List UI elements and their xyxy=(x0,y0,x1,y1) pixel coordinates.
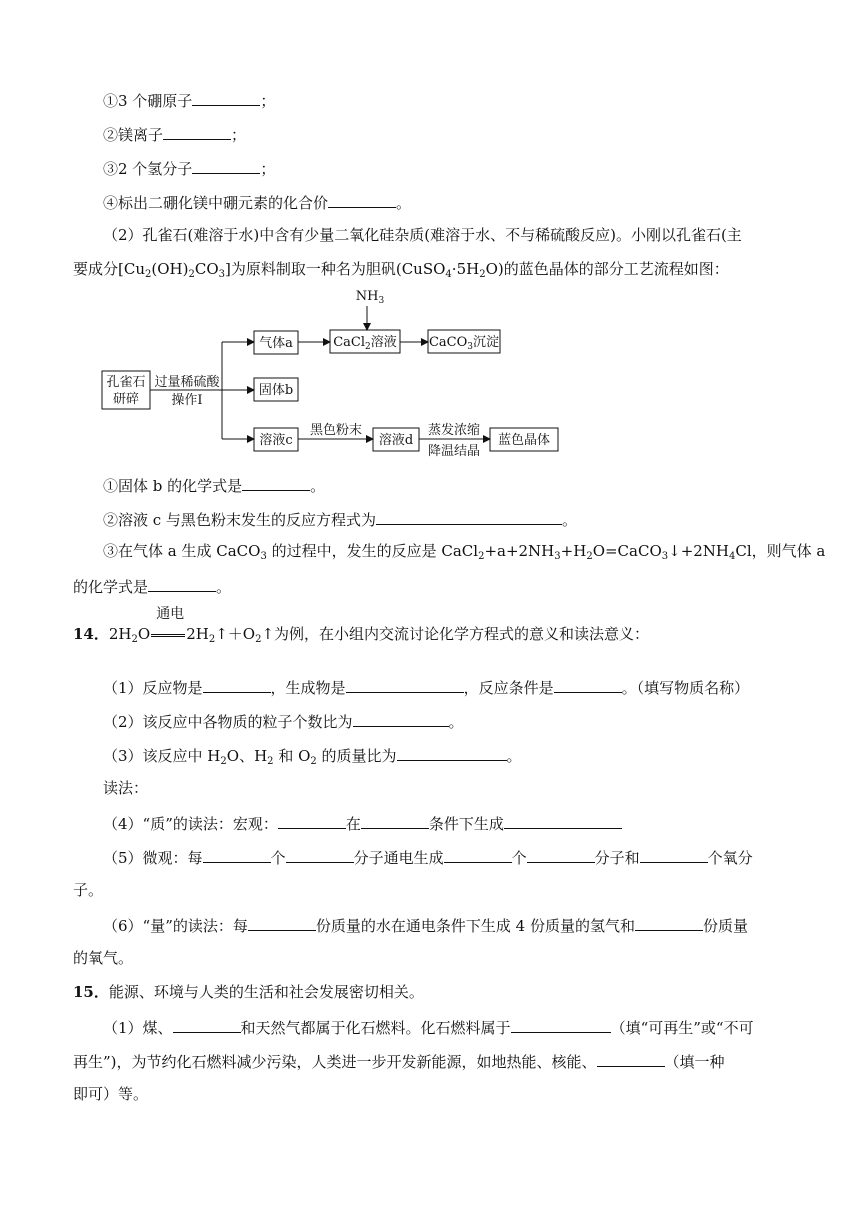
process-flow-diagram xyxy=(0,0,860,470)
q15-part1 xyxy=(103,1016,754,1038)
question-text: 的氧气。 xyxy=(73,949,134,967)
intro-text: O)的蓝色晶体的部分工艺流程如图： xyxy=(485,260,729,278)
answer-blank[interactable] xyxy=(242,474,310,491)
question-text: ①固体 b 的化学式是 xyxy=(103,477,243,495)
answer-blank[interactable] xyxy=(346,676,464,693)
answer-blank[interactable] xyxy=(504,812,622,829)
question-text: O=CaCO xyxy=(592,542,662,560)
question-text: 份质量的水在通电条件下生成 4 份质量的氢气和 xyxy=(315,917,635,935)
punct: 。 xyxy=(310,477,326,495)
answer-blank[interactable] xyxy=(148,575,216,592)
subscript: 2 xyxy=(479,269,486,280)
q13-item-2-text: ②镁离子 xyxy=(103,126,164,144)
condition-label: 通电 xyxy=(156,606,185,622)
punct: 。 xyxy=(561,511,577,529)
punct: ； xyxy=(231,126,247,144)
equation-text: 2H xyxy=(108,625,132,643)
q14-part4 xyxy=(103,812,622,834)
question-text: 再生”)，为节约化石燃料减少污染，人类进一步开发新能源，如地热能、核能、 xyxy=(73,1053,597,1071)
question-text: 个氧分 xyxy=(707,849,753,867)
question-text: 在 xyxy=(345,815,361,833)
answer-blank[interactable] xyxy=(397,744,507,761)
intro-text: (OH) xyxy=(151,260,189,278)
question-text: （填“可再生”或“不可 xyxy=(610,1019,754,1037)
subscript: 4 xyxy=(445,269,452,280)
flow-label-acid: 过量稀硫酸 xyxy=(154,375,220,390)
flow-label-caco3: CaCO$_3$沉淀 xyxy=(428,335,500,352)
question-text: 个 xyxy=(511,849,527,867)
subscript: 3 xyxy=(260,551,267,562)
q14-part5-cont xyxy=(73,880,103,900)
subscript: 2 xyxy=(267,756,274,767)
intro-text: ]为原料制取一种名为胆矾(CuSO xyxy=(225,260,446,278)
punct: 。 xyxy=(448,713,464,731)
question-text: O、H xyxy=(226,747,268,765)
question-text: （5）微观：每 xyxy=(103,849,203,867)
q15-stem xyxy=(73,982,424,1002)
flow-label-cool: 降温结晶 xyxy=(427,444,481,459)
answer-blank[interactable] xyxy=(203,846,271,863)
flow-label-black-powder: 黑色粉末 xyxy=(309,423,363,438)
q13-part2-q2 xyxy=(103,508,577,530)
intro-text: ·5H xyxy=(451,260,480,278)
punct: 。 xyxy=(506,747,522,765)
question-text: 的过程中，发生的反应是 CaCl xyxy=(266,542,479,560)
question-text: 个 xyxy=(270,849,286,867)
q14-part3 xyxy=(103,744,522,766)
answer-blank[interactable] xyxy=(248,914,316,931)
subscript: 2 xyxy=(310,756,317,767)
flow-label-start-2: 研碎 xyxy=(112,392,140,407)
question-text: 即可）等。 xyxy=(73,1085,149,1103)
flow-label-evap: 蒸发浓缩 xyxy=(427,423,481,438)
q14-part6-cont xyxy=(73,948,133,968)
q14-part2 xyxy=(103,710,464,732)
subscript: 2 xyxy=(188,269,195,280)
answer-blank[interactable] xyxy=(597,1050,665,1067)
question-text: 能源、环境与人类的生活和社会发展密切相关。 xyxy=(108,983,424,1001)
question-text: （1）反应物是 xyxy=(103,679,203,697)
answer-blank[interactable] xyxy=(444,846,512,863)
answer-blank[interactable] xyxy=(376,508,562,525)
question-text: ，生成物是 xyxy=(270,679,346,697)
subscript: 2 xyxy=(208,634,216,645)
q13-item-4-text: ④标出二硼化镁中硼元素的化合价 xyxy=(103,194,329,212)
answer-blank[interactable] xyxy=(527,846,595,863)
question-text: 子。 xyxy=(73,881,104,899)
flow-label-nh3: $NH_3$ xyxy=(355,289,385,306)
question-text: 和天然气都属于化石燃料。化石燃料属于 xyxy=(240,1019,511,1037)
question-number: 14． xyxy=(73,625,109,643)
intro-text: 要成分[Cu xyxy=(73,260,145,278)
question-text: ，反应条件是 xyxy=(463,679,554,697)
subscript: 2 xyxy=(255,634,262,645)
subscript: 3 xyxy=(218,269,225,280)
q14-part6 xyxy=(103,914,748,936)
flow-label-crystal: 蓝色晶体 xyxy=(497,433,551,448)
q13-part2-q1 xyxy=(103,474,325,496)
answer-blank[interactable] xyxy=(640,846,708,863)
flow-label-gas-a: 气体a xyxy=(259,336,293,351)
subscript: 3 xyxy=(554,551,561,562)
answer-blank[interactable] xyxy=(173,1016,241,1033)
question-number: 15． xyxy=(73,983,109,1001)
question-text: +a+2NH xyxy=(484,542,555,560)
question-text: （3）该反应中 H xyxy=(103,747,221,765)
question-text: （2）该反应中各物质的粒子个数比为 xyxy=(103,713,353,731)
answer-blank[interactable] xyxy=(353,710,449,727)
intro-text: CO xyxy=(194,260,219,278)
q13-item-1-text: ①3 个硼原子 xyxy=(103,92,193,110)
question-text: +H xyxy=(560,542,587,560)
equation-text: 2H xyxy=(186,625,209,643)
flow-label-solid-b: 固体b xyxy=(258,383,294,398)
q15-part1-cont2 xyxy=(73,1084,148,1104)
q14-part1 xyxy=(103,676,749,698)
subscript: 2 xyxy=(145,269,152,280)
answer-blank[interactable] xyxy=(203,676,271,693)
answer-blank[interactable] xyxy=(635,914,703,931)
punct: 。 xyxy=(396,194,412,212)
equation-text: ↑为例，在小组内交流讨论化学方程式的意义和读法意义： xyxy=(261,625,650,643)
question-text: 。（填写物质名称） xyxy=(621,679,750,697)
question-text: （1）煤、 xyxy=(103,1019,173,1037)
flow-label-sol-d: 溶液d xyxy=(378,433,414,448)
q14-part5 xyxy=(103,846,753,868)
question-text: 分子通电生成 xyxy=(353,849,444,867)
answer-blank[interactable] xyxy=(286,846,354,863)
question-text: （4）“质”的读法：宏观： xyxy=(103,815,278,833)
subscript: 2 xyxy=(220,756,227,767)
section-label: 读法： xyxy=(103,779,149,797)
subscript: 4 xyxy=(729,551,736,562)
subscript: 2 xyxy=(478,551,485,562)
question-text: ③在气体 a 生成 CaCO xyxy=(103,542,261,560)
question-text: 和 O xyxy=(273,747,311,765)
q13-item-3-text: ③2 个氢分子 xyxy=(103,160,193,178)
flow-label-op1: 操作I xyxy=(171,393,203,408)
q13-part2-q3 xyxy=(103,541,825,561)
answer-blank[interactable] xyxy=(278,812,346,829)
answer-blank[interactable] xyxy=(511,1016,611,1033)
subscript: 2 xyxy=(586,551,593,562)
flow-label-sol-c: 溶液c xyxy=(259,433,293,448)
question-text: 的质量比为 xyxy=(316,747,397,765)
equation-text: ↑＋O xyxy=(215,625,256,643)
question-text: Cl，则气体 a xyxy=(735,542,826,560)
punct: ； xyxy=(260,160,276,178)
q13-part2-q3-cont xyxy=(73,575,231,597)
flow-label-cacl2: CaCl$_2$溶液 xyxy=(333,335,397,352)
subscript: 2 xyxy=(131,634,138,645)
question-text: ↓+2NH xyxy=(668,542,730,560)
question-text: 分子和 xyxy=(594,849,640,867)
question-text: 的化学式是 xyxy=(73,578,149,596)
subscript: 3 xyxy=(661,551,669,562)
equation-text: O xyxy=(137,625,151,643)
equation-condition xyxy=(150,606,186,644)
intro-text: （2）孔雀石(难溶于水)中含有少量二氧化硅杂质(难溶于水、不与稀硫酸反应)。小刚以孔雀石(主 xyxy=(103,226,742,244)
equals-sign xyxy=(151,634,185,637)
question-text: 份质量 xyxy=(702,917,748,935)
answer-blank[interactable] xyxy=(554,676,622,693)
punct: ； xyxy=(260,92,276,110)
q14-stem xyxy=(73,606,650,645)
question-text: （填一种 xyxy=(664,1053,725,1071)
q14-readings-label xyxy=(103,778,148,798)
question-text: ②溶液 c 与黑色粉末发生的反应方程式为 xyxy=(103,511,376,529)
q15-part1-cont xyxy=(73,1050,725,1072)
answer-blank[interactable] xyxy=(361,812,429,829)
question-text: 条件下生成 xyxy=(428,815,504,833)
question-text: （6）“量”的读法：每 xyxy=(103,917,248,935)
punct: 。 xyxy=(216,578,232,596)
flow-label-start-1: 孔雀石 xyxy=(106,375,146,390)
